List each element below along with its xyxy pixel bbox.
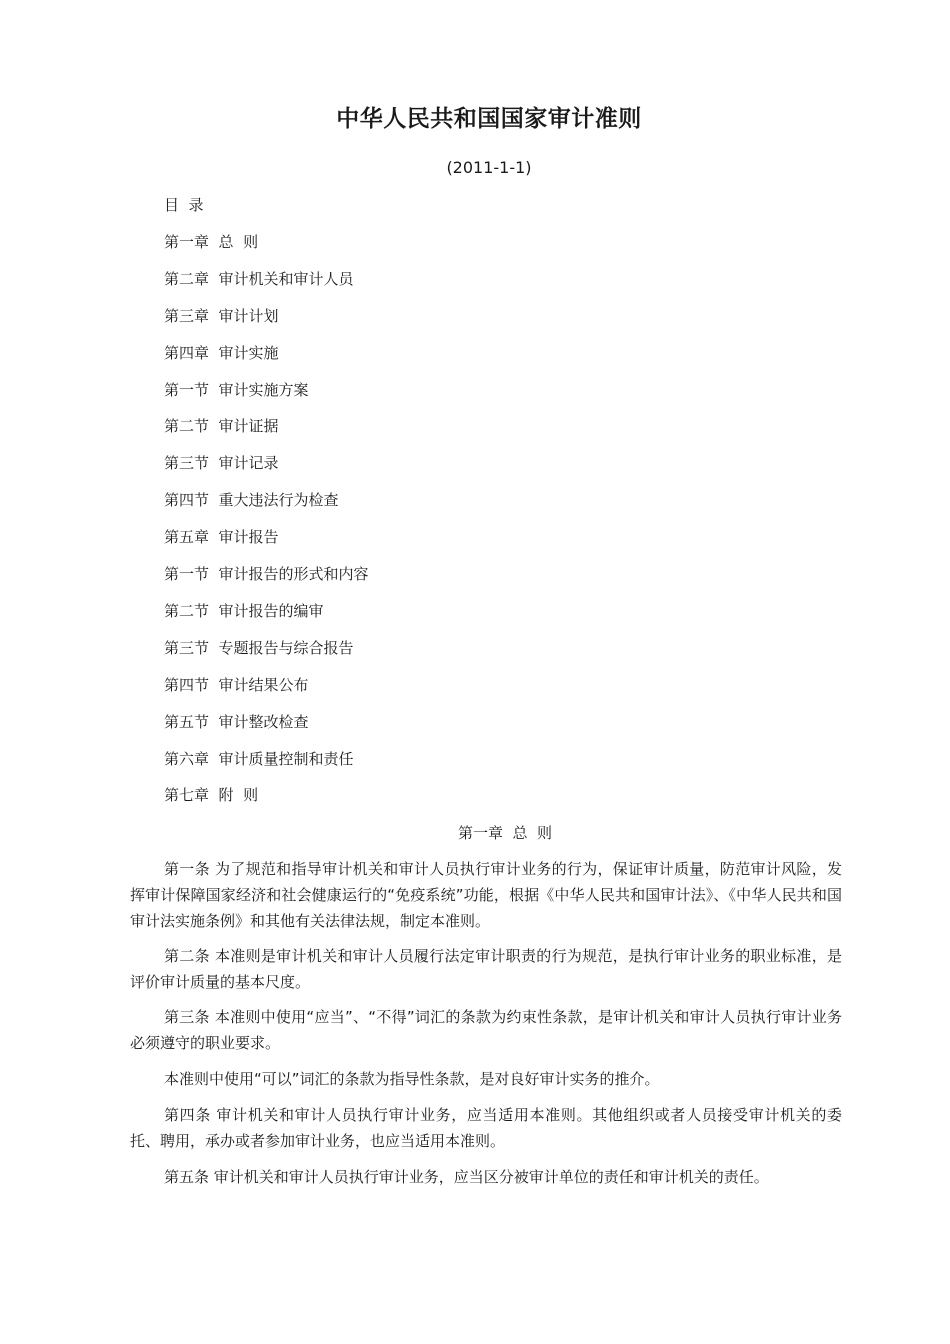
article-paragraph: 第二条 本准则是审计机关和审计人员履行法定审计职责的行为规范，是执行审计业务的职业标准，是评价审计质量的基本尺度。 [130, 947, 842, 991]
article-paragraph: 本准则中使用“可以”词汇的条款为指导性条款，是对良好审计实务的推介。 [164, 1070, 660, 1088]
toc-item: 第六章 审计质量控制和责任 [164, 750, 354, 768]
toc-item: 第一节 审计报告的形式和内容 [164, 565, 369, 583]
toc-item: 第五节 审计整改检查 [164, 713, 309, 731]
document-title: 中华人民共和国国家审计准则 [336, 106, 642, 132]
chapter-heading: 第一章 总 则 [457, 824, 553, 842]
article-paragraph: 第五条 审计机关和审计人员执行审计业务，应当区分被审计单位的责任和审计机关的责任。 [164, 1168, 769, 1186]
toc-heading: 目 录 [164, 196, 204, 214]
toc-item: 第三节 专题报告与综合报告 [164, 639, 354, 657]
document-date: (2011-1-1) [446, 158, 532, 177]
toc-item: 第一章 总 则 [164, 233, 259, 251]
toc-item: 第四章 审计实施 [164, 344, 279, 362]
article-paragraph: 第四条 审计机关和审计人员执行审计业务，应当适用本准则。其他组织或者人员接受审计机关的委托、聘用，承办或者参加审计业务，也应当适用本准则。 [130, 1106, 842, 1150]
article-paragraph: 第一条 为了规范和指导审计机关和审计人员执行审计业务的行为，保证审计质量，防范审计风险，发挥审计保障国家经济和社会健康运行的“免疫系统”功能，根据《中华人民共和国审计法》、《中华人民共和国审计法实施条例》和其他有关法律法规，制定本准则。 [130, 860, 842, 930]
toc-item: 第二节 审计证据 [164, 417, 279, 435]
toc-item: 第三章 审计计划 [164, 307, 279, 325]
toc-item: 第二章 审计机关和审计人员 [164, 270, 354, 288]
toc-item: 第四节 重大违法行为检查 [164, 491, 339, 509]
toc-item: 第二节 审计报告的编审 [164, 602, 324, 620]
toc-item: 第四节 审计结果公布 [164, 676, 309, 694]
toc-item: 第五章 审计报告 [164, 528, 279, 546]
toc-item: 第一节 审计实施方案 [164, 381, 309, 399]
toc-item: 第七章 附 则 [164, 786, 259, 804]
toc-item: 第三节 审计记录 [164, 454, 279, 472]
article-paragraph: 第三条 本准则中使用“应当”、“不得”词汇的条款为约束性条款，是审计机关和审计人员执行审计业务必须遵守的职业要求。 [130, 1008, 842, 1052]
